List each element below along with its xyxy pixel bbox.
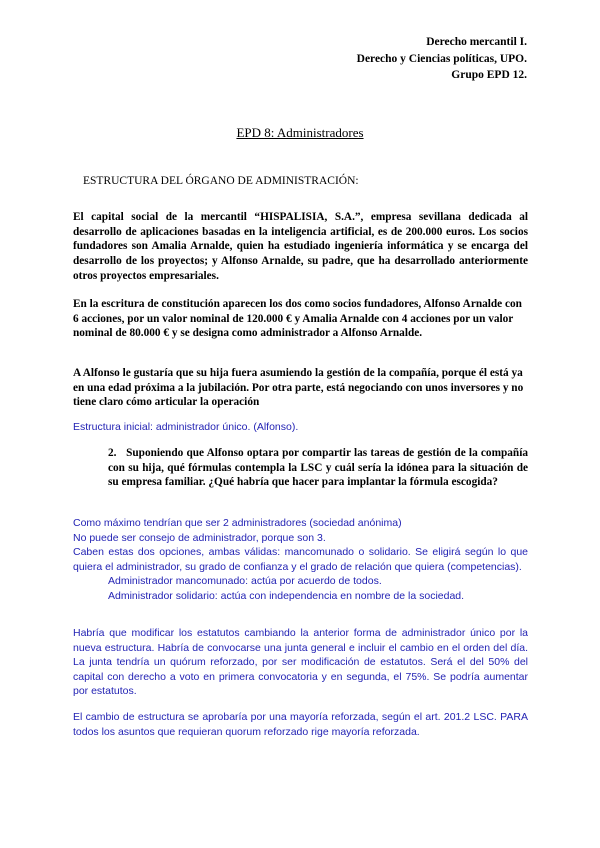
answer-no-board: No puede ser consejo de administrador, porque son 3. — [73, 531, 326, 544]
answer-statutes: Habría que modificar los estatutos cambiando la anterior forma de administrador único por la nueva estructura. Habría de convocarse una junta general e incluir el cambio en el orden del día. La junta tendría un quórum reforzado, por ser modificación de estatutos. Será el del 50% del capital con derecho a voto en primera convocatoria y en segunda, el 75%. Se podría aumentar por estatutos. — [73, 627, 528, 698]
course-header — [357, 34, 527, 84]
case-paragraph-company: El capital social de la mercantil “HISPALISIA, S.A.”, empresa sevillana dedicada al desarrollo de aplicaciones basadas en la inteligencia artificial, es de 200.000 euros. Los socios fundadores son Amalia Arnalde, quien ha estudiado ingeniería informática y se encarga del desarrollo de los proyectos; y Alfonso Arnalde, su padre, que ha desarrollado anteriormente otros proyectos empresariales. — [73, 211, 528, 282]
question-text: Suponiendo que Alfonso optara por compartir las tareas de gestión de la compañía con su hija, qué fórmulas contempla la LSC y cuál sería la idónea para la situación de su empresa familiar. ¿Qué habría que hacer para implantar la fórmula escogida? — [108, 447, 528, 489]
header-group: Grupo EPD 12. — [451, 69, 527, 81]
case-paragraph-succession: A Alfonso le gustaría que su hija fuera asumiendo la gestión de la compañía, porque él está ya en una edad próxima a la jubilación. Por otra parte, está negociando con unos inversores y no tiene claro cómo articular la operación — [73, 367, 524, 409]
answer-solidario: Administrador solidario: actúa con independencia en nombre de la sociedad. — [108, 589, 465, 602]
question-2 — [108, 446, 528, 490]
header-course-name: Derecho mercantil I. — [426, 36, 527, 48]
answer-majority: El cambio de estructura se aprobaría por una mayoría reforzada, según el art. 201.2 LSC. PARA todos los asuntos que requieran quorum reforzado rige mayoría reforzada. — [73, 711, 528, 738]
case-paragraph-deed: En la escritura de constitución aparecen los dos como socios fundadores, Alfonso Arnalde con 6 acciones, por un valor nominal de 120.000 € y Amalia Arnalde con 4 acciones por un valor nominal de 80.000 € y se designa como administrador a Alfonso Arnalde. — [73, 298, 522, 340]
initial-structure-note: Estructura inicial: administrador único. (Alfonso). — [73, 421, 299, 433]
answer-options: Caben estas dos opciones, ambas válidas: mancomunado o solidario. Se eligirá según lo que quiera el administrador, su grado de confianza y el grado de relación que quiera (competencias). — [73, 546, 528, 573]
question-number: 2. — [108, 447, 117, 459]
answer-max-admins: Como máximo tendrían que ser 2 administradores (sociedad anónima) — [73, 517, 402, 529]
section-heading: ESTRUCTURA DEL ÓRGANO DE ADMINISTRACIÓN: — [83, 175, 359, 187]
answer-mancomunado: Administrador mancomunado: actúa por acuerdo de todos. — [108, 575, 382, 588]
page-title: EPD 8: Administradores — [236, 125, 364, 140]
answer-block — [73, 516, 528, 604]
header-faculty: Derecho y Ciencias políticas, UPO. — [356, 52, 527, 65]
